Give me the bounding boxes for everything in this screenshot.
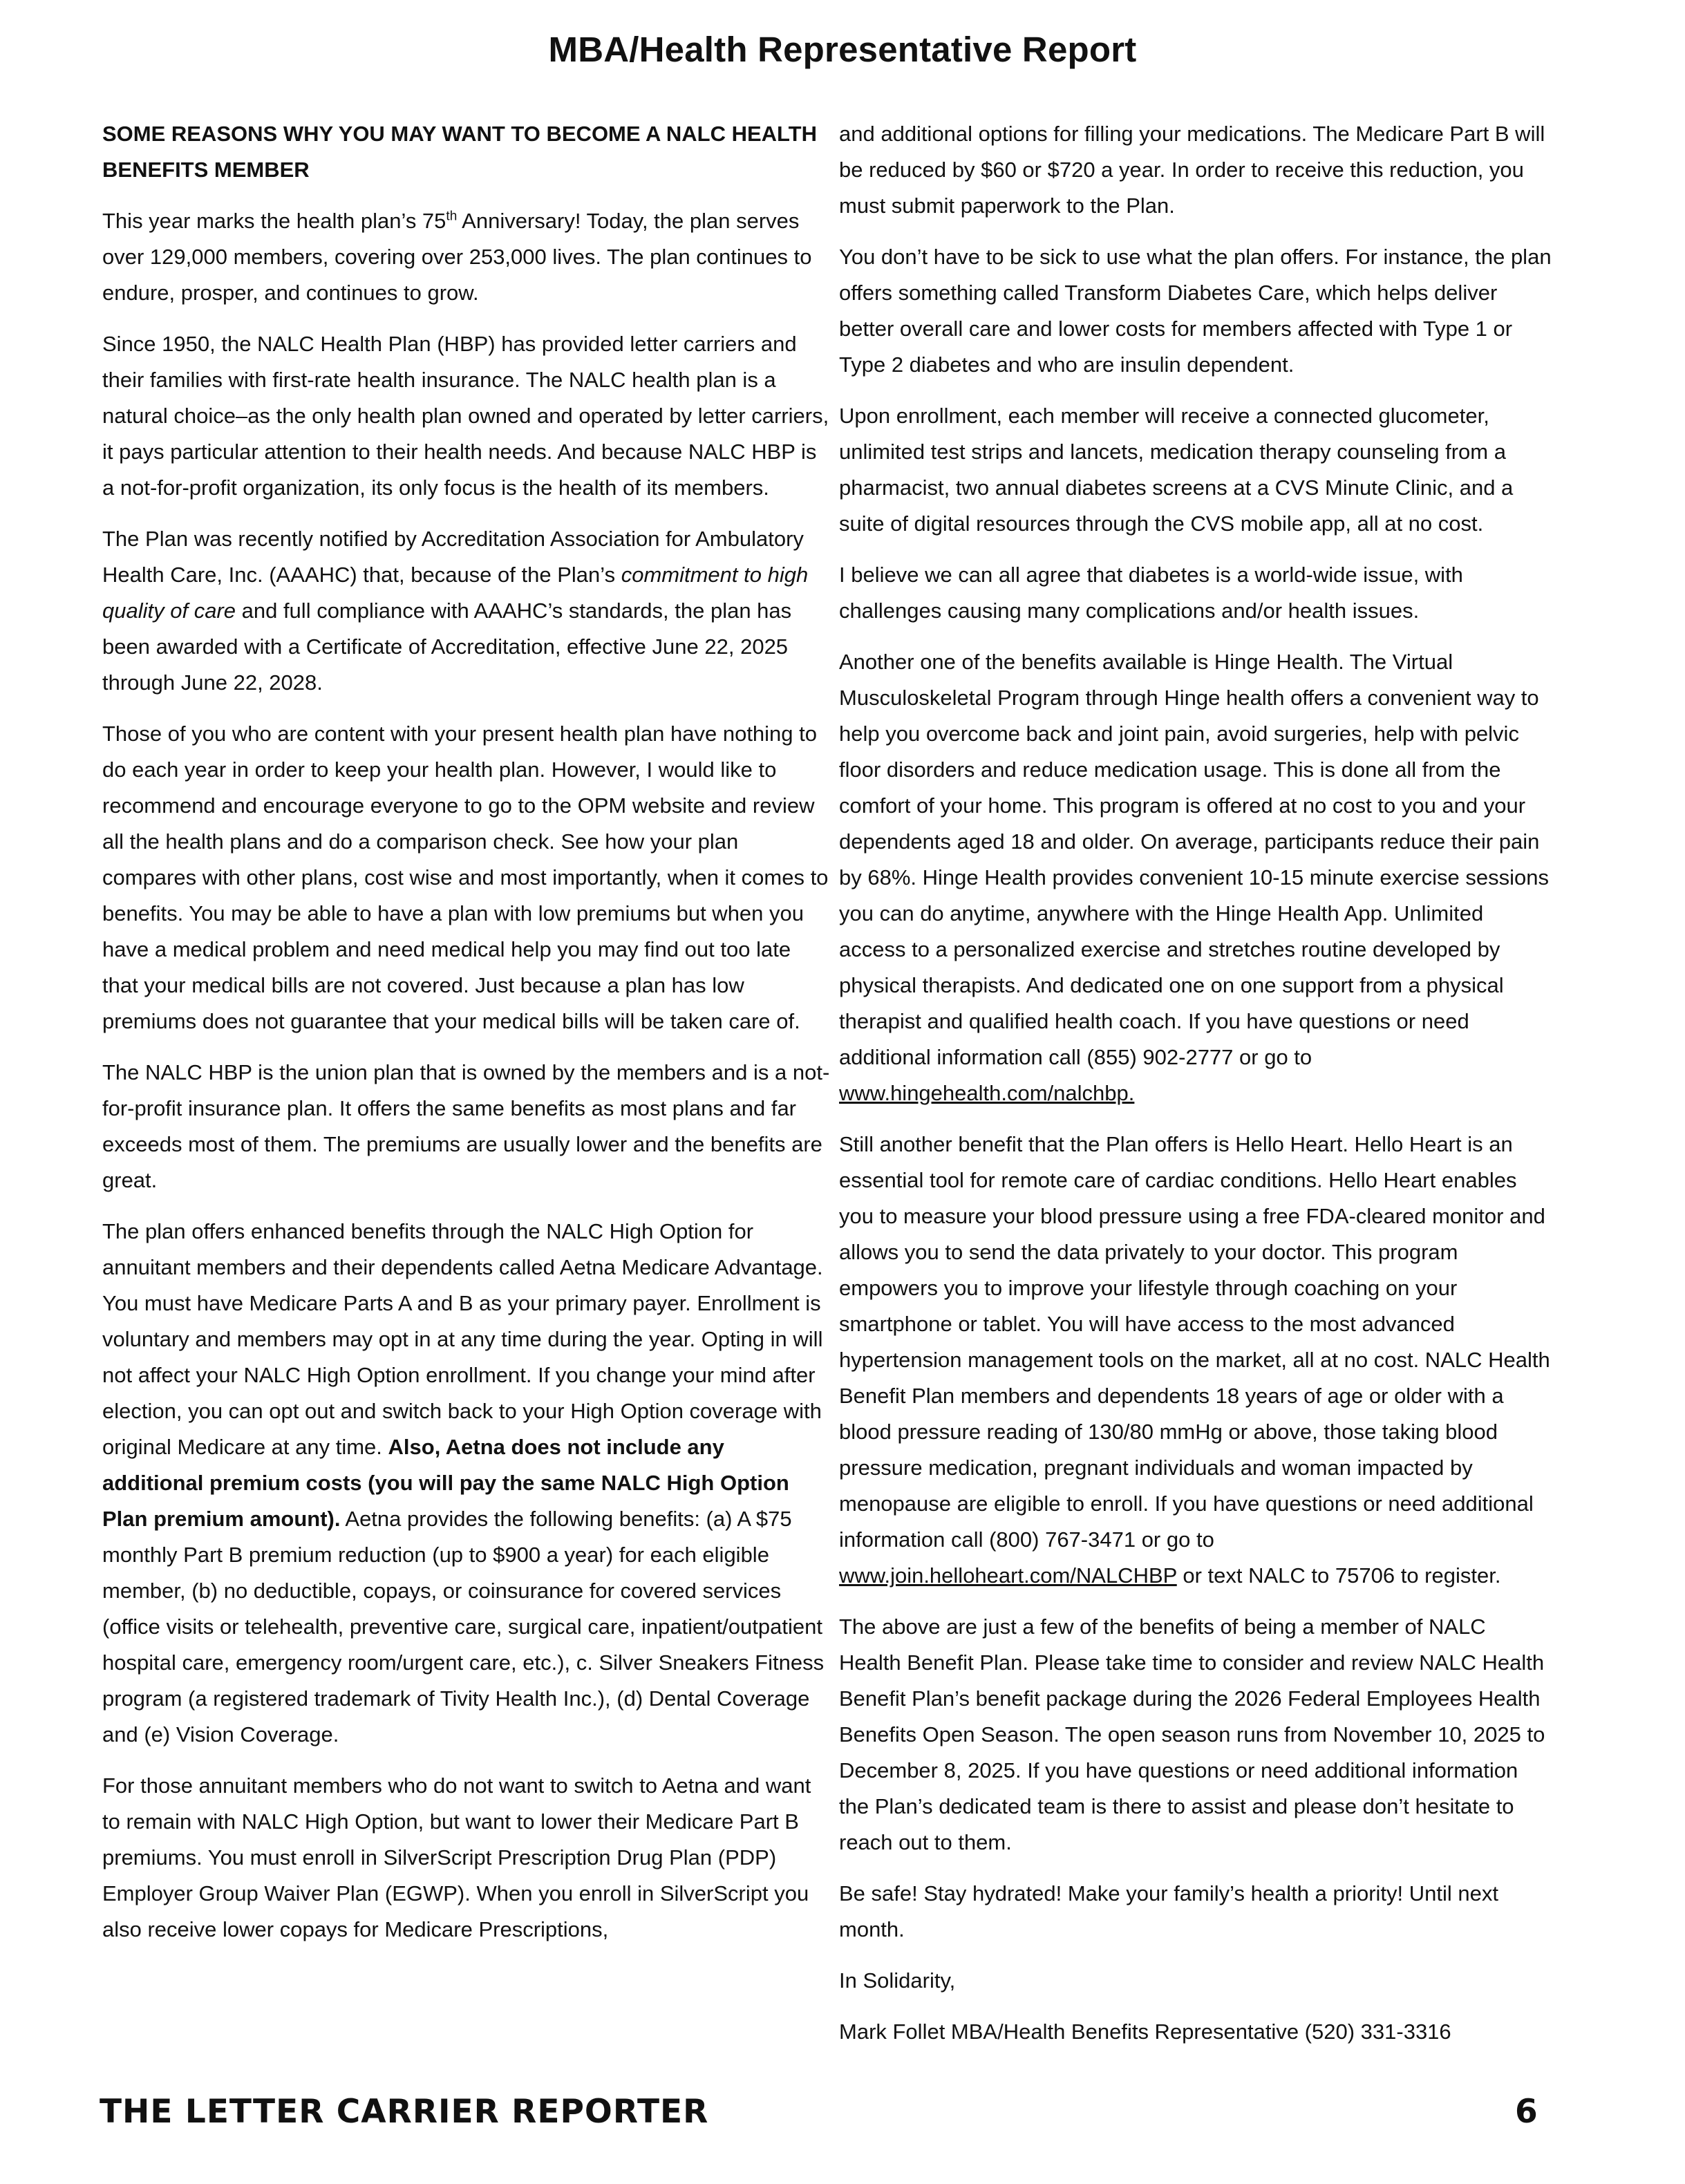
- paragraph-open-season: The above are just a few of the benefits of being a member of NALC Health Benefit Plan. Please take time to consider and review NALC Health Benefit Plan’s benefit package during the 2026 Federal Employees Health Benefits Open Season. The open season runs from November 10, 2025 to December 8, 2025. If you have questions or need additional information the Plan’s dedicated team is there to assist and please don’t hesitate to reach out to them.: [839, 1615, 1545, 1854]
- hinge-health-link[interactable]: www.hingehealth.com/nalchbp.: [839, 1081, 1135, 1105]
- paragraph-hinge-health: [839, 644, 1552, 1111]
- text-run: This year marks the health plan’s 75: [102, 209, 446, 233]
- left-column: [102, 116, 831, 1963]
- text-run: and full compliance with AAAHC’s standards, the plan has been awarded with a Certificate of Accreditation, effective June 22, 2025 through June 22, 2028.: [102, 599, 792, 695]
- paragraph-history: Since 1950, the NALC Health Plan (HBP) has provided letter carriers and their families with first-rate health insurance. The NALC health plan is a natural choice–as the only health plan owned and operated by letter carriers, it pays particular attention to their health needs. And because NALC HBP is a not-for-profit organization, its only focus is the health of its members.: [102, 332, 829, 500]
- hello-heart-link[interactable]: www.join.helloheart.com/NALCHBP: [839, 1563, 1177, 1588]
- paragraph-compare-plans: Those of you who are content with your present health plan have nothing to do each year in order to keep your health plan. However, I would like to recommend and encourage everyone to go to the OPM website and review all the health plans and do a comparison check. See how your plan compares with other plans, cost wise and most importantly, when it comes to benefits. You may be able to have a plan with low premiums but when you have a medical problem and need medical help you may find out too late that your medical bills are not covered. Just because a plan has low premiums does not guarantee that your medical bills will be taken care of.: [102, 722, 829, 1033]
- section-heading: SOME REASONS WHY YOU MAY WANT TO BECOME A NALC HEALTH BENEFITS MEMBER: [102, 122, 817, 182]
- text-run: Still another benefit that the Plan offers is Hello Heart. Hello Heart is an essential tool for remote care of cardiac conditions. Hello Heart enables you to measure your blood pressure using a free FDA-cleared monitor and allows you to send the data privately to your doctor. This program empowers you to improve your lifestyle through coaching on your smartphone or tablet. You will have access to the most advanced hypertension management tools on the market, all at no cost. NALC Health Benefit Plan members and dependents 18 years of age or older with a blood pressure reading of 130/80 mmHg or above, those taking blood pressure medication, pregnant individuals and woman impacted by menopause are eligible to enroll. If you have questions or need additional information call (800) 767-3471 or go to: [839, 1132, 1550, 1552]
- page-number: 6: [1515, 2093, 1538, 2131]
- bold-text: Also, Aetna does not include any additional premium costs (you will pay the same NALC High Option Plan premium amount).: [102, 1435, 789, 1531]
- paragraph-accreditation: [102, 521, 831, 701]
- text-run: Anniversary! Today, the plan serves over 129,000 members, covering over 253,000 lives. The plan continues to endure, prosper, and continues to grow.: [102, 209, 812, 305]
- paragraph-silverscript: For those annuitant members who do not want to switch to Aetna and want to remain with NALC High Option, but want to lower their Medicare Part B premiums. You must enroll in SilverScript Prescription Drug Plan (PDP) Employer Group Waiver Plan (EGWP). When you enroll in SilverScript you also receive lower copays for Medicare Prescriptions,: [102, 1773, 811, 1941]
- right-column: [839, 116, 1552, 2065]
- paragraph-hello-heart: [839, 1127, 1552, 1594]
- superscript: th: [446, 209, 458, 224]
- paragraph-medications: and additional options for filling your medications. The Medicare Part B will be reduced by $60 or $720 a year. In order to receive this reduction, you must submit paperwork to the Plan.: [839, 122, 1545, 218]
- paragraph-anniversary: [102, 203, 831, 311]
- text-run: The Plan was recently notified by Accreditation Association for Ambulatory Health Care, Inc. (AAAHC) that, because of the Plan’s: [102, 527, 804, 587]
- signature-line: Mark Follet MBA/Health Benefits Representative (520) 331-3316: [839, 2020, 1451, 2044]
- italic-text: commitment to high quality of care: [102, 563, 809, 623]
- paragraph-aetna: [102, 1214, 831, 1753]
- paragraph-diabetes-issue: I believe we can all agree that diabetes is a world-wide issue, with challenges causing many complications and/or health issues.: [839, 563, 1463, 623]
- paragraph-enrollment: Upon enrollment, each member will receive a connected glucometer, unlimited test strips and lancets, medication therapy counseling from a pharmacist, two annual diabetes screens at a CVS Minute Clinic, and a suite of digital resources through the CVS mobile app, all at no cost.: [839, 404, 1514, 536]
- text-run: The plan offers enhanced benefits through the NALC High Option for annuitant members and their dependents called Aetna Medicare Advantage. You must have Medicare Parts A and B as your primary payer. Enrollment is voluntary and members may opt in at any time during the year. Opting in will not affect your NALC High Option enrollment. If you change your mind after election, you can opt out and switch back to your High Option coverage with original Medicare at any time.: [102, 1219, 823, 1459]
- text-run: Another one of the benefits available is Hinge Health. The Virtual Musculoskeletal Program through Hinge health offers a convenient way to help you overcome back and joint pain, avoid surgeries, help with pelvic floor disorders and reduce medication usage. This is done all from the comfort of your home. This program is offered at no cost to you and your dependents aged 18 and older. On average, participants reduce their pain by 68%. Hinge Health provides convenient 10-15 minute exercise sessions you can do anytime, anywhere with the Hinge Health App. Unlimited access to a personalized exercise and stretches routine developed by physical therapists. And dedicated one on one support from a physical therapist and qualified health coach. If you have questions or need additional information call (855) 902-2777 or go to: [839, 650, 1550, 1069]
- page-title: MBA/Health Representative Report: [548, 30, 1137, 69]
- text-run: or text NALC to 75706 to register.: [1176, 1563, 1501, 1588]
- closing: In Solidarity,: [839, 1968, 956, 1993]
- paragraph-be-safe: Be safe! Stay hydrated! Make your family’s health a priority! Until next month.: [839, 1881, 1498, 1941]
- publication-name: THE LETTER CARRIER REPORTER: [100, 2093, 709, 2131]
- paragraph-union-plan: The NALC HBP is the union plan that is owned by the members and is a not-for-profit insurance plan. It offers the same benefits as most plans and far exceeds most of them. The premiums are usually lower and the benefits are great.: [102, 1060, 830, 1192]
- text-run: Aetna provides the following benefits: (a) A $75 monthly Part B premium reduction (up to $900 a year) for each eligible member, (b) no deductible, copays, or coinsurance for covered services (office visits or telehealth, preventive care, surgical care, inpatient/outpatient hospital care, emergency room/urgent care, etc.), c. Silver Sneakers Fitness program (a registered trademark of Tivity Health Inc.), (d) Dental Coverage and (e) Vision Coverage.: [102, 1507, 825, 1747]
- paragraph-diabetes-care: You don’t have to be sick to use what the plan offers. For instance, the plan offers something called Transform Diabetes Care, which helps deliver better overall care and lower costs for members affected with Type 1 or Type 2 diabetes and who are insulin dependent.: [839, 245, 1552, 377]
